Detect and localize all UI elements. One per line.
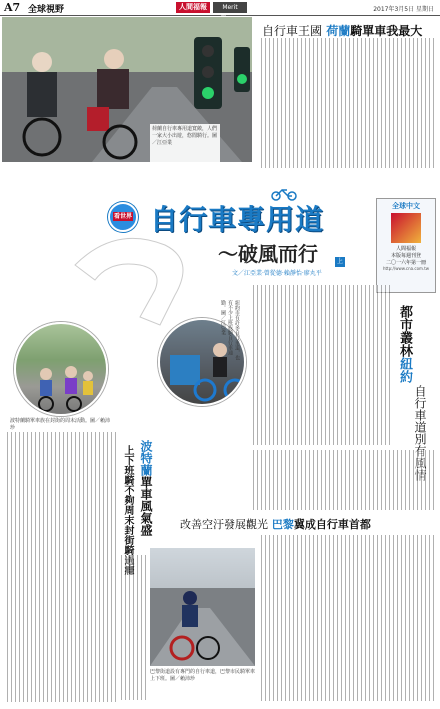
bicycle-icon bbox=[270, 186, 298, 200]
family-cycling-photo bbox=[14, 322, 108, 416]
issue-date: 2017年3月5日 星期日 bbox=[373, 6, 434, 13]
feature-subtitle: ～破風而行 bbox=[218, 242, 318, 266]
nyc-body-text bbox=[250, 285, 390, 445]
book-box-line1: 本版每週刊登 bbox=[390, 253, 421, 259]
paris-body-text bbox=[258, 535, 436, 701]
section-title: 全球視野 bbox=[28, 5, 65, 15]
portland-city: 波特蘭 bbox=[139, 440, 153, 476]
page-number: A7 bbox=[4, 1, 21, 14]
book-box-subtitle: 人間福報 bbox=[395, 246, 416, 252]
portland-subheadline: 上下班騎不夠周末封街騎過癮 bbox=[122, 445, 133, 575]
nyc-body-text-2 bbox=[250, 450, 435, 510]
book-cover bbox=[391, 213, 421, 243]
newspaper-english-logo: Merit bbox=[213, 2, 247, 13]
top-story-headline bbox=[262, 22, 422, 39]
nyc-kicker: 都市叢林 bbox=[397, 305, 412, 357]
circle-photo-caption: 波特蘭騎單車族在封街的周末活動。圖／賴沛珍 bbox=[10, 418, 111, 431]
top-story-kicker: 自行車王國 bbox=[262, 24, 323, 38]
book-box-url: http://www.cna.com.tw bbox=[382, 266, 430, 271]
feature-title: 自行車專用道 bbox=[150, 203, 325, 236]
newspaper-logo: 人間福報 bbox=[176, 2, 210, 13]
photo-caption: 荷蘭自行車專用道寬敞，人們一家大小出遊，悠閒騎行。圖／江亞業 bbox=[150, 124, 220, 164]
nyc-headline bbox=[398, 305, 411, 383]
paris-headline bbox=[180, 516, 371, 532]
top-story-kicker-highlight: 荷蘭 bbox=[326, 24, 351, 38]
portland-body-text bbox=[4, 432, 116, 702]
portland-headline bbox=[140, 440, 152, 536]
book-box-title: 全球中文 bbox=[392, 202, 420, 210]
nyc-city: 紐約 bbox=[397, 357, 412, 383]
feature-part-marker: 上 bbox=[336, 258, 343, 265]
paris-cyclist-photo bbox=[150, 548, 255, 666]
nyc-photo-caption: 紐約市有許多自行車道，也有不少上班族騎自行車通勤。圖／江亞業 bbox=[220, 300, 240, 360]
top-story-body-text bbox=[258, 38, 436, 168]
feature-badge-label: 看世界 bbox=[113, 213, 132, 220]
paris-photo-caption: 巴黎街道設有專門的自行車道，巴黎市民騎單車上下班。圖／賴沛珍 bbox=[150, 669, 256, 682]
paris-city: 巴黎 bbox=[271, 518, 294, 531]
paris-kicker: 改善空汙發展觀光 bbox=[180, 518, 268, 531]
portland-body-text-2 bbox=[118, 555, 146, 700]
book-box-line2: 二〇一六年第一冊 bbox=[385, 260, 426, 266]
book-box bbox=[376, 198, 436, 293]
page-header bbox=[0, 0, 440, 16]
nyc-subheadline: 自行車道別有風情 bbox=[413, 385, 427, 481]
feature-byline: 文／江亞業‧曾從德‧賴靜怡‧廖丸平 bbox=[232, 270, 322, 277]
top-story-title: 騎單車我最大 bbox=[350, 24, 423, 38]
paris-title: 冀成自行車首都 bbox=[293, 518, 371, 531]
portland-title-1: 單車風氣盛 bbox=[139, 476, 153, 536]
